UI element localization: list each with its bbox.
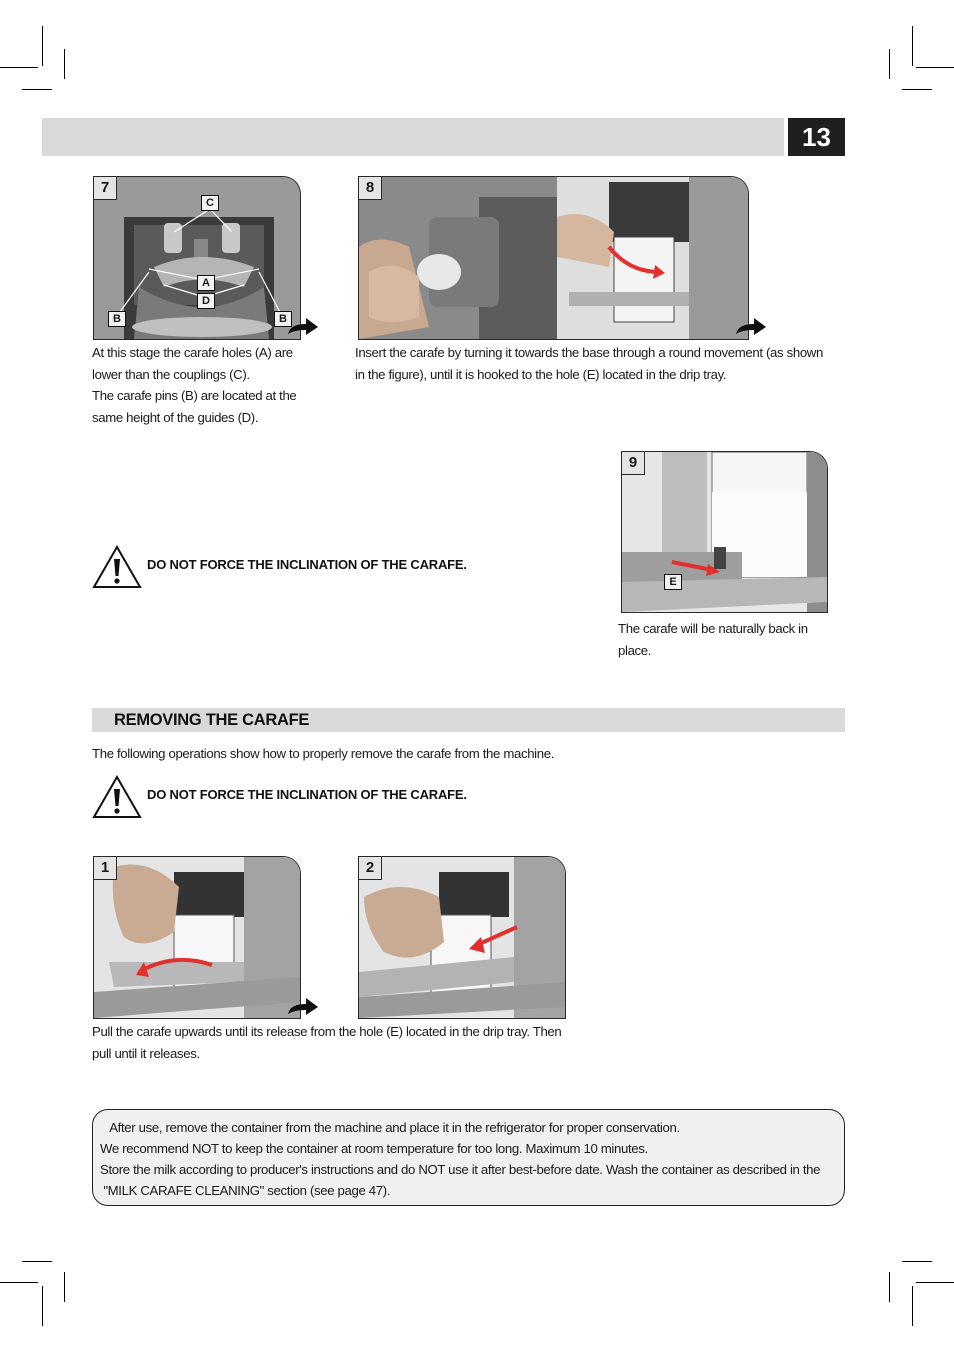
crop-mark xyxy=(912,1286,913,1326)
next-step-arrow-icon xyxy=(286,996,320,1016)
note-line: After use, remove the container from the machine and place it in the refrigerator for proper conservation. xyxy=(100,1120,680,1135)
caption-line: pull until it releases. xyxy=(92,1045,200,1061)
crop-mark xyxy=(902,1261,932,1262)
label-b-left: B xyxy=(108,311,126,327)
caption-fig8 xyxy=(355,342,835,385)
label-b-right: B xyxy=(274,311,292,327)
crop-mark xyxy=(0,1282,38,1283)
crop-mark xyxy=(916,1282,954,1283)
crop-mark xyxy=(912,26,913,66)
crop-mark xyxy=(64,49,65,79)
note-line: Store the milk according to producer's instructions and do NOT use it after best-before date. Wash the container as described in the xyxy=(100,1162,821,1177)
figure-8 xyxy=(358,176,749,340)
caption-line: place. xyxy=(618,642,652,658)
caption-removal xyxy=(92,1021,652,1064)
carafe-in-place-illustration xyxy=(622,452,827,612)
section-intro: The following operations show how to properly remove the carafe from the machine. xyxy=(92,746,555,761)
figure-2 xyxy=(358,856,566,1019)
figure-number: 1 xyxy=(94,857,117,880)
label-c: C xyxy=(201,195,219,211)
caption-fig7 xyxy=(92,342,332,428)
carafe-insertion-illustration xyxy=(359,177,748,339)
crop-mark xyxy=(42,1286,43,1326)
caption-line: The carafe pins (B) are located at the xyxy=(92,388,297,403)
caption-line: same height of the guides (D). xyxy=(92,409,259,425)
figure-number: 7 xyxy=(94,177,117,200)
warning-text: DO NOT FORCE THE INCLINATION OF THE CARAFE. xyxy=(147,557,467,572)
label-e: E xyxy=(664,574,682,590)
header-bar xyxy=(42,118,784,156)
figure-7 xyxy=(93,176,301,340)
caption-line: lower than the couplings (C). xyxy=(92,366,250,382)
section-title: REMOVING THE CARAFE xyxy=(114,711,310,729)
carafe-release-illustration xyxy=(359,857,565,1018)
crop-mark xyxy=(42,26,43,66)
figure-9 xyxy=(621,451,828,613)
warning-triangle-icon xyxy=(92,545,142,589)
figure-number: 9 xyxy=(622,452,645,475)
caption-line: in the figure), until it is hooked to the hole (E) located in the drip tray. xyxy=(355,366,727,382)
carafe-lift-illustration xyxy=(94,857,300,1018)
warning-text: DO NOT FORCE THE INCLINATION OF THE CARAFE. xyxy=(147,787,467,802)
note-line: "MILK CARAFE CLEANING" section (see page 47). xyxy=(100,1183,391,1198)
caption-line: Insert the carafe by turning it towards the base through a round movement (as shown xyxy=(355,345,823,360)
crop-mark xyxy=(64,1272,65,1302)
caption-fig9 xyxy=(618,618,838,661)
crop-mark xyxy=(22,1261,52,1262)
caption-line: At this stage the carafe holes (A) are xyxy=(92,345,293,360)
crop-mark xyxy=(889,1272,890,1302)
figure-1 xyxy=(93,856,301,1019)
note-line: We recommend NOT to keep the container at room temperature for too long. Maximum 10 minutes. xyxy=(100,1141,648,1156)
caption-line: Pull the carafe upwards until its release from the hole (E) located in the drip tray. Then xyxy=(92,1024,562,1039)
crop-mark xyxy=(916,67,954,68)
crop-mark xyxy=(902,89,932,90)
label-a: A xyxy=(197,275,215,291)
crop-mark xyxy=(22,89,52,90)
next-step-arrow-icon xyxy=(734,316,768,336)
crop-mark xyxy=(0,67,38,68)
warning-triangle-icon xyxy=(92,775,142,819)
page-number: 13 xyxy=(788,118,845,156)
caption-line: The carafe will be naturally back in xyxy=(618,621,808,636)
crop-mark xyxy=(889,49,890,79)
next-step-arrow-icon xyxy=(286,316,320,336)
figure-number: 2 xyxy=(359,857,382,880)
label-d: D xyxy=(197,293,215,309)
figure-number: 8 xyxy=(359,177,382,200)
